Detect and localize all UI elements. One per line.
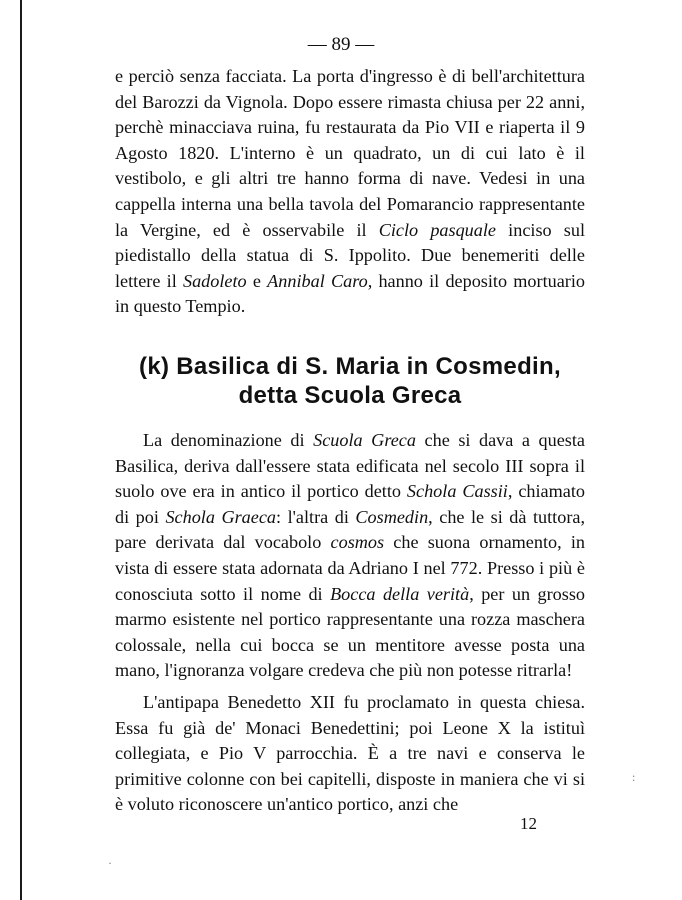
italic-term: Ciclo pasquale bbox=[378, 219, 496, 240]
text-run: : l'altra di bbox=[276, 506, 356, 527]
scan-speck: · bbox=[108, 856, 112, 870]
scan-speck: : bbox=[632, 770, 636, 784]
italic-term: Cosmedin bbox=[355, 506, 429, 527]
italic-term: Sadoleto bbox=[182, 270, 247, 291]
italic-term: Bocca della verità bbox=[330, 583, 470, 604]
text-run: , che le si dà tuttora, pare derivata dal vocabolo bbox=[115, 506, 586, 553]
paragraph-continued bbox=[115, 64, 585, 320]
section-heading bbox=[100, 352, 600, 410]
text-run: e perciò senza facciata. La porta d'ingresso è di bell'architettura del Barozzi da Vignola. Dopo essere rimasta chiusa per 22 anni, perchè minacciava ruina, fu restaurata da Pio VII e riaperta il 9 Agosto 1820. L'interno è un quadrato, un di cui lato è il vestibolo, e gli altri tre hanno forma di nave. Vedesi in una cappella interna una bella tavola del Pomarancio rappresentante la Vergine, ed è osservabile il bbox=[115, 66, 585, 240]
text-run: inciso sul piedistallo della statua di S. Ippolito. Due benemeriti delle lettere il bbox=[115, 219, 586, 291]
page-edge-line bbox=[20, 0, 22, 900]
text-run: che si dava a questa Basilica, deriva dall'essere stata edificata nel secolo III sopra il suolo ove era in antico il portico detto bbox=[115, 430, 586, 502]
section-heading-line-1: (k) Basilica di S. Maria in Cosmedin, bbox=[139, 353, 561, 380]
text-run: , per un grosso marmo esistente nel portico rappresentante una rozza maschera colossale, nella cui bocca se un mentitore avesse posta una mano, l'ignoranza volgare credeva che più non potesse ritrarla! bbox=[115, 583, 586, 681]
text-run: , chiamato di poi bbox=[115, 481, 585, 527]
page-number: — 89 — bbox=[307, 34, 375, 55]
italic-term: Schola Graeca bbox=[165, 506, 277, 527]
text-run: La denominazione di bbox=[143, 430, 314, 450]
italic-term: Scuola Greca bbox=[313, 430, 416, 450]
paragraph-antipapa: L'antipapa Benedetto XII fu proclamato in questa chiesa. Essa fu già de' Monaci Benedettini; poi Leone X la istituì collegiata, e Pio V parrocchia. È a tre navi e conserva le primitive colonne con bei capitelli, disposte in maniera che vi si è voluto riconoscere un'antico portico, anzi che bbox=[115, 691, 585, 815]
signature-mark: 12 bbox=[520, 814, 537, 833]
text-run: , hanno il deposito mortuario in questo Tempio. bbox=[115, 270, 586, 317]
paragraph-denominazione bbox=[115, 428, 585, 684]
text-run: e bbox=[246, 270, 268, 291]
italic-term: Schola Cassii bbox=[406, 481, 508, 502]
text-run: che suona ornamento, in vista di essere stata adornata da Adriano I nel 772. Presso i più è conosciuta sotto il nome di bbox=[115, 532, 586, 604]
section-heading-line-2: detta Scuola Greca bbox=[238, 382, 462, 409]
italic-term: cosmos bbox=[330, 532, 385, 553]
italic-term: Annibal Caro bbox=[267, 270, 368, 291]
section-body bbox=[115, 428, 585, 818]
